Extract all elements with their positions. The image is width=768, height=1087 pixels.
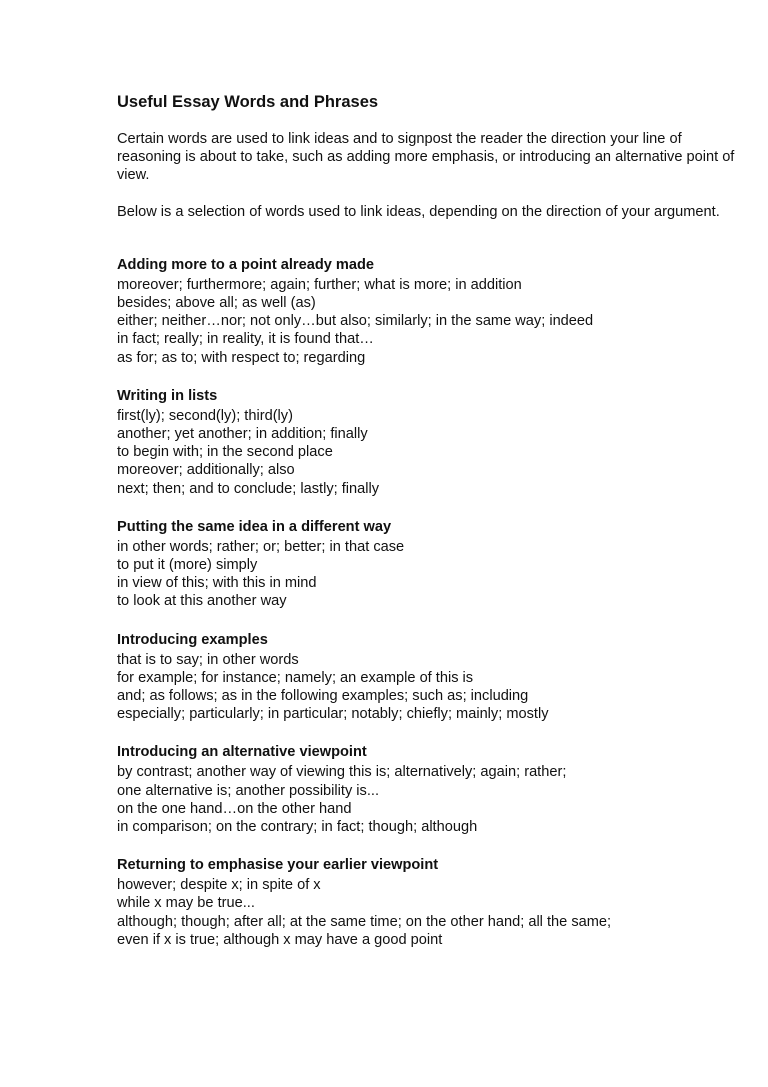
section-heading: Introducing an alternative viewpoint [117, 744, 367, 761]
phrase-line: especially; particularly; in particular; notably; chiefly; mainly; mostly [117, 706, 549, 723]
phrase-line: and; as follows; as in the following examples; such as; including [117, 688, 529, 705]
phrase-line: either; neither…nor; not only…but also; similarly; in the same way; indeed [117, 313, 594, 330]
section-heading: Introducing examples [117, 631, 268, 648]
phrase-line: first(ly); second(ly); third(ly) [117, 407, 293, 424]
section-adding-more [117, 256, 737, 367]
section-heading: Adding more to a point already made [117, 256, 375, 273]
document-page [117, 92, 737, 949]
phrase-line: in comparison; on the contrary; in fact; though; although [117, 819, 478, 836]
section-same-idea-different-way [117, 518, 737, 611]
phrase-line: in view of this; with this in mind [117, 575, 317, 592]
phrase-line: to begin with; in the second place [117, 444, 333, 461]
phrase-line: besides; above all; as well (as) [117, 295, 316, 312]
section-heading: Putting the same idea in a different way [117, 518, 392, 535]
phrase-line: even if x is true; although x may have a good point [117, 931, 443, 948]
phrase-line: that is to say; in other words [117, 651, 299, 668]
section-writing-in-lists [117, 387, 737, 498]
section-heading: Returning to emphasise your earlier viewpoint [117, 857, 439, 874]
intro-paragraph: Certain words are used to link ideas and to signpost the reader the direction your line of reasoning is about to take, such as adding more emphasis, or introducing an alternative point of view. [117, 131, 735, 184]
phrase-line: next; then; and to conclude; lastly; finally [117, 480, 380, 497]
phrase-line: by contrast; another way of viewing this is; alternatively; again; rather; [117, 764, 567, 781]
intro-paragraph: Below is a selection of words used to link ideas, depending on the direction of your argument. [117, 203, 720, 220]
phrase-line: in other words; rather; or; better; in that case [117, 538, 405, 555]
phrase-line: one alternative is; another possibility is... [117, 782, 380, 799]
phrase-line: another; yet another; in addition; finally [117, 426, 368, 443]
phrase-line: to put it (more) simply [117, 557, 258, 574]
phrase-line: moreover; furthermore; again; further; what is more; in addition [117, 276, 522, 293]
section-introducing-examples [117, 631, 737, 724]
phrase-line: however; despite x; in spite of x [117, 877, 321, 894]
phrase-line: for example; for instance; namely; an example of this is [117, 669, 474, 686]
phrase-line: to look at this another way [117, 593, 287, 610]
section-heading: Writing in lists [117, 387, 218, 404]
section-returning-to-earlier-viewpoint [117, 856, 737, 949]
phrase-line: although; though; after all; at the same time; on the other hand; all the same; [117, 913, 612, 930]
phrase-line: moreover; additionally; also [117, 462, 295, 479]
phrase-line: on the one hand…on the other hand [117, 800, 352, 817]
phrase-line: as for; as to; with respect to; regarding [117, 349, 366, 366]
phrase-line: while x may be true... [117, 895, 255, 912]
section-alternative-viewpoint [117, 743, 737, 836]
phrase-line: in fact; really; in reality, it is found that… [117, 331, 374, 348]
document-title: Useful Essay Words and Phrases [117, 93, 379, 111]
